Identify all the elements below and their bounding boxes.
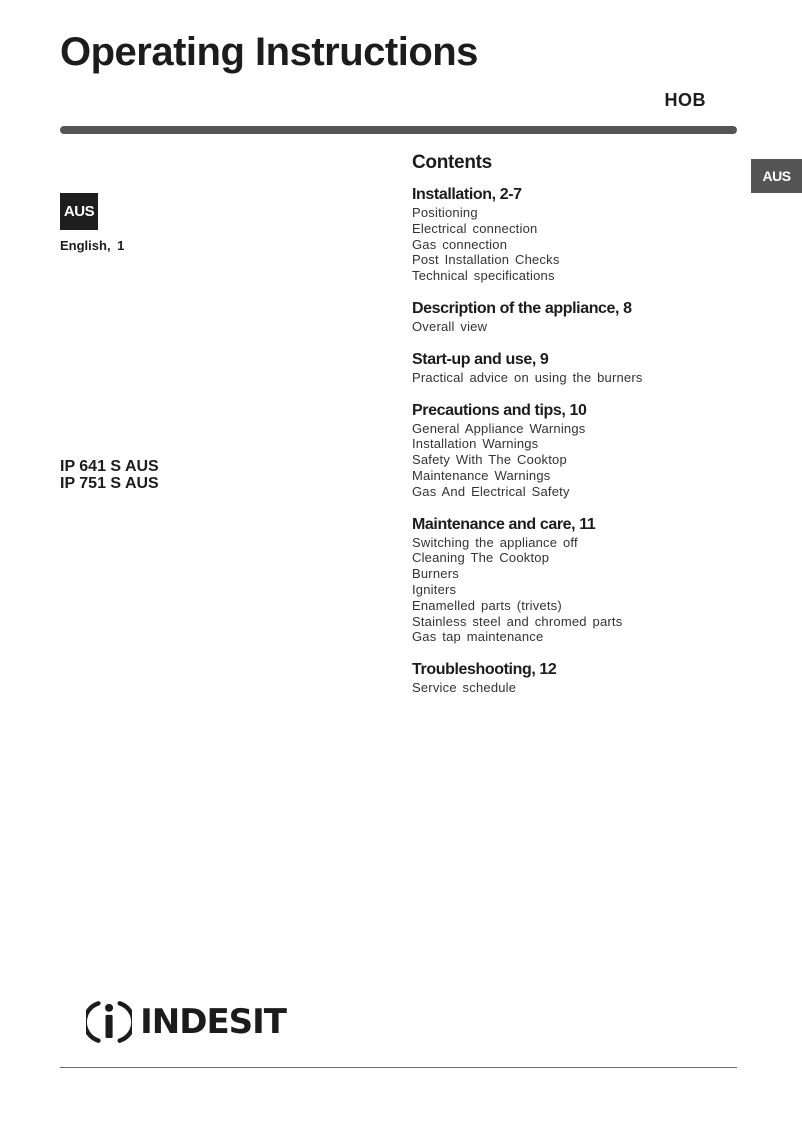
toc-item: Positioning [412, 205, 478, 220]
toc-item: General Appliance Warnings [412, 420, 586, 436]
toc-section-precautions [412, 401, 742, 500]
toc-item: Gas tap maintenance [412, 629, 544, 645]
page-title: Operating Instructions [60, 30, 478, 74]
indesit-logo-icon [86, 995, 132, 1049]
model-number: IP 751 S AUS [60, 475, 159, 492]
toc-section-title: Start-up and use, 9 [412, 350, 549, 368]
toc-section-title: Precautions and tips, 10 [412, 401, 587, 419]
toc-section-startup [412, 350, 742, 386]
toc-item: Gas connection [412, 236, 508, 252]
top-divider [60, 126, 737, 134]
brand-logo [86, 994, 286, 1050]
toc-section-title: Troubleshooting, 12 [412, 661, 557, 679]
toc-section-title: Description of the appliance, 8 [412, 299, 632, 317]
language-badge: AUS [60, 193, 98, 230]
toc-item: Switching the appliance off [412, 534, 578, 550]
toc-item: Burners [412, 566, 459, 582]
model-list [60, 458, 159, 492]
language-page-ref: English, 1 [60, 238, 125, 253]
product-type-label: HOB [664, 90, 706, 110]
bottom-divider [60, 1067, 737, 1068]
model-number: IP 641 S AUS [60, 458, 159, 475]
toc-section-troubleshooting [412, 660, 742, 696]
contents-heading: Contents [412, 152, 492, 173]
toc-section-description [412, 299, 742, 335]
toc-item: Cleaning The Cooktop [412, 550, 550, 566]
toc-item: Service schedule [412, 680, 517, 696]
toc-item: Overall view [412, 318, 488, 334]
language-side-tab: AUS [751, 159, 802, 193]
toc-item: Gas And Electrical Safety [412, 483, 570, 499]
brand-wordmark: INDESIT [140, 1002, 286, 1042]
toc-item: Igniters [412, 581, 457, 597]
toc-section-title: Maintenance and care, 11 [412, 515, 596, 533]
toc-section-maintenance [412, 515, 742, 646]
toc-section-installation [412, 185, 742, 284]
toc-item: Practical advice on using the burners [412, 369, 643, 385]
toc-item: Installation Warnings [412, 436, 539, 452]
toc-item: Post Installation Checks [412, 252, 560, 268]
toc-item: Enamelled parts (trivets) [412, 597, 562, 613]
toc-item: Technical specifications [412, 268, 555, 284]
toc-section-title: Installation, 2-7 [412, 186, 522, 203]
toc-item: Electrical connection [412, 220, 538, 236]
toc-item: Stainless steel and chromed parts [412, 613, 623, 629]
toc-item: Maintenance Warnings [412, 467, 551, 483]
toc-item: Safety With The Cooktop [412, 452, 567, 468]
table-of-contents [412, 151, 742, 711]
